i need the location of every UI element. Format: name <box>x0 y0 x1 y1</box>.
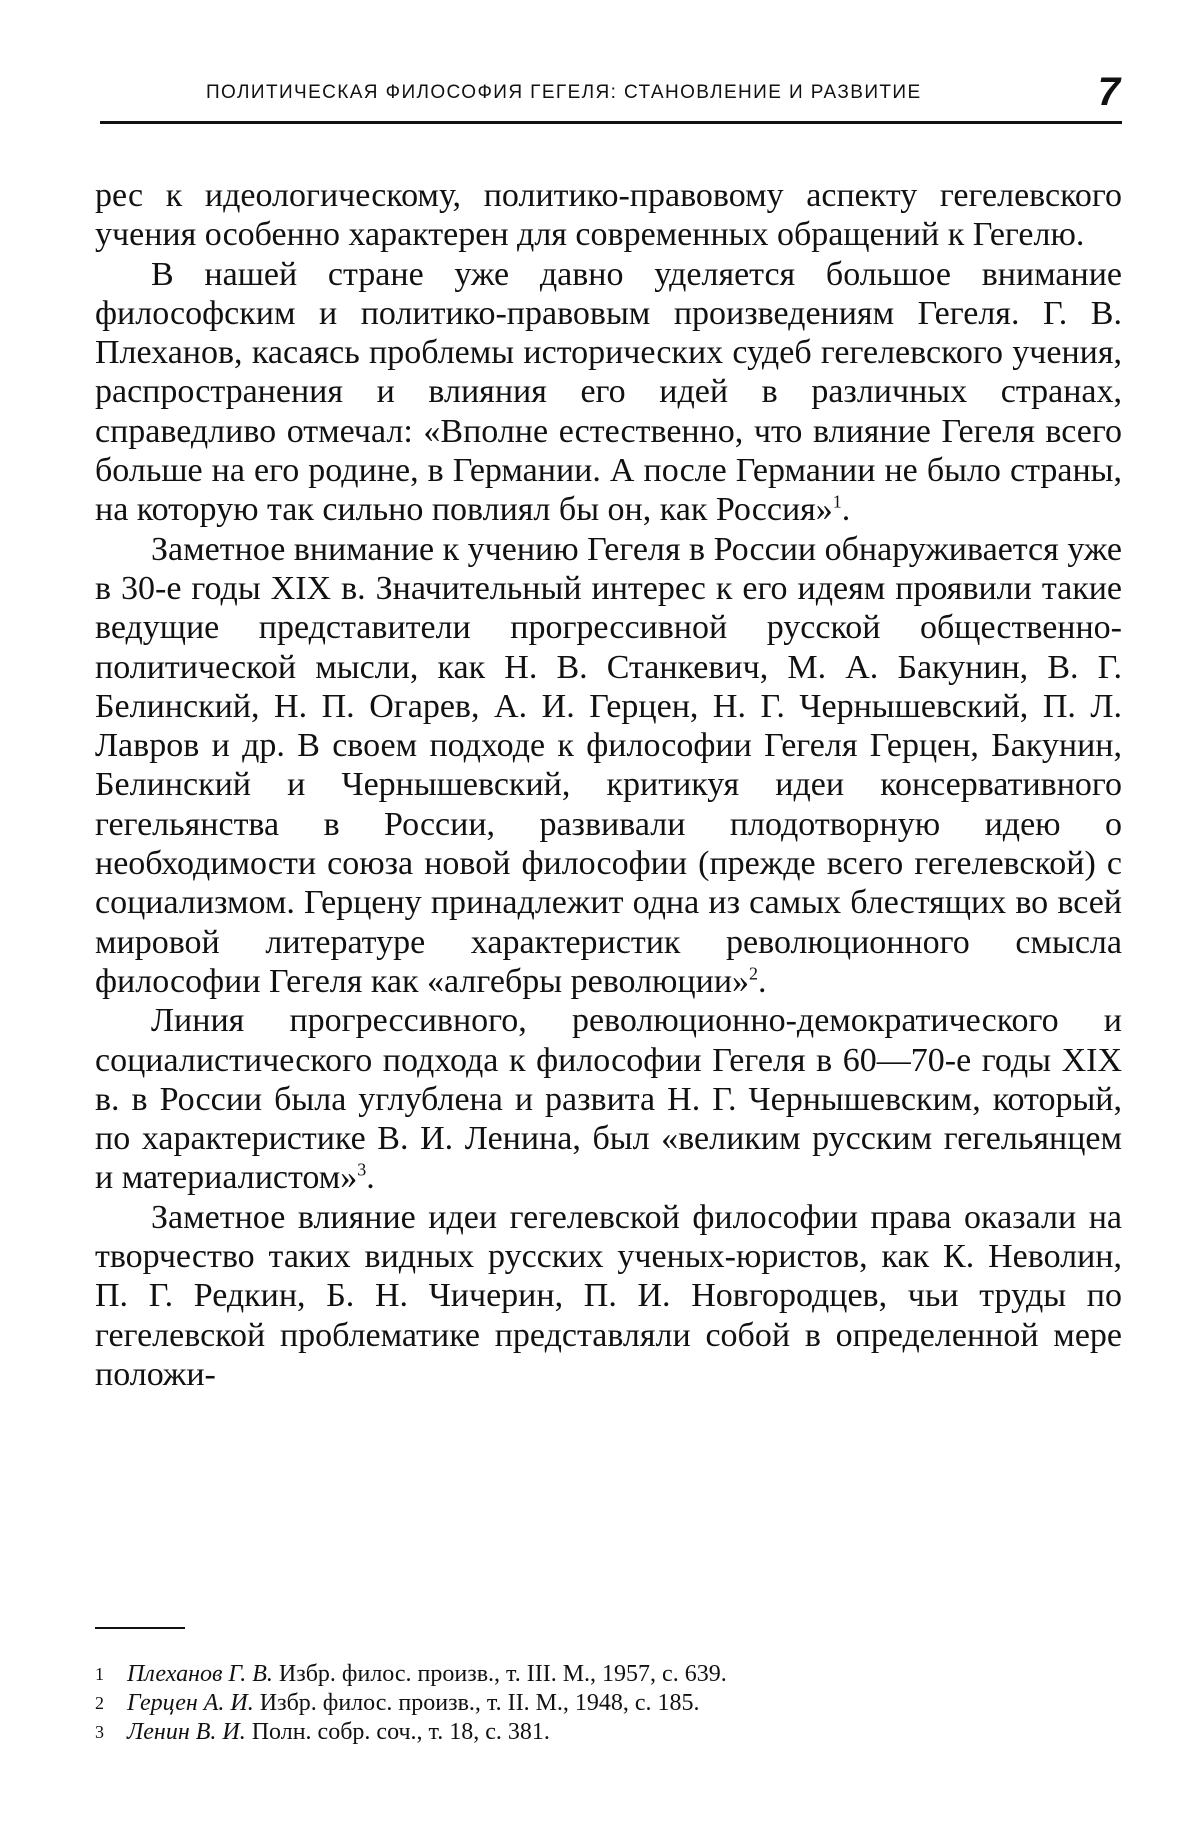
paragraph-5: Заметное влияние идеи гегелевской философии права оказали на творчество таких видных русских ученых-юристов, как К. Неволин, П. Г. Редкин, Б. Н. Чичерин, П. И. Новгородцев, чьи труды по гегелевской проблематике представляли собой в определенной мере положи- <box>95 1198 1122 1393</box>
footnote-2: 2 Герцен А. И. Избр. филос. произв., т. II. М., 1948, с. 185. <box>95 1690 700 1716</box>
paragraph-1: рес к идеологическому, политико-правовому аспекту гегелевского учения особенно характерен для современных обращений к Гегелю. <box>95 177 1122 254</box>
footnote-ref-1: 1 <box>832 492 842 513</box>
paragraph-3: Заметное внимание к учению Гегеля в России обнаруживается уже в 30-е годы XIX в. Значительный интерес к его идеям проявили такие ведущие представители прогрессивной русской общественно-политической мысли, как Н. В. Станкевич, М. А. Бакунин, В. Г. Белинский, Н. П. Огарев, А. И. Герцен, Н. Г. Чернышевский, П. Л. Лавров и др. В своем подходе к философии Гегеля Герцен, Бакунин, Белинский и Чернышевский, критикуя идеи консервативного гегельянства в России, развивали плодотворную идею о необходимости союза новой философии (прежде всего гегелевской) с социализмом. Герцену принадлежит одна из самых блестящих во всей мировой литературе характеристик революционного смысла философии Гегеля как «алгебры революции»$^2$. <box>95 530 1122 1000</box>
body-text <box>95 176 1122 1394</box>
footnotes <box>95 1660 1122 1747</box>
footnote-3: 3 Ленин В. И. Полн. собр. соч., т. 18, с. 381. <box>95 1719 550 1745</box>
page-number: 7 <box>1097 70 1120 114</box>
footnote-ref-3: 3 <box>357 1160 367 1181</box>
footnote-rule <box>95 1627 185 1629</box>
footnote-ref-2: 2 <box>749 963 759 984</box>
paragraph-4: Линия прогрессивного, революционно-демократического и социалистического подхода к философии Гегеля в 60—70-е годы XIX в. в России была углублена и развита Н. Г. Чернышевским, который, по характеристике В. И. Ленина, был «великим русским гегельянцем и материалистом»$^3$. <box>95 1002 1122 1197</box>
paragraph-2: В нашей стране уже давно уделяется большое внимание философским и политико-правовым произведениям Гегеля. Г. В. Плеханов, касаясь проблемы исторических судеб гегелевского учения, распространения и влияния его идей в различных странах, справедливо отмечал: «Вполне естественно, что влияние Гегеля всего больше на его родине, в Германии. А после Германии не было страны, на которую так сильно повлиял бы он, как Россия»$^1$. <box>95 255 1122 529</box>
running-head-title: ПОЛИТИЧЕСКАЯ ФИЛОСОФИЯ ГЕГЕЛЯ: СТАНОВЛЕНИЕ И РАЗВИТИЕ <box>206 82 922 103</box>
footnote-1: 1 Плеханов Г. В. Избр. филос. произв., т. III. М., 1957, с. 639. <box>95 1661 727 1687</box>
running-head <box>100 70 1130 116</box>
header-rule <box>100 121 1122 124</box>
